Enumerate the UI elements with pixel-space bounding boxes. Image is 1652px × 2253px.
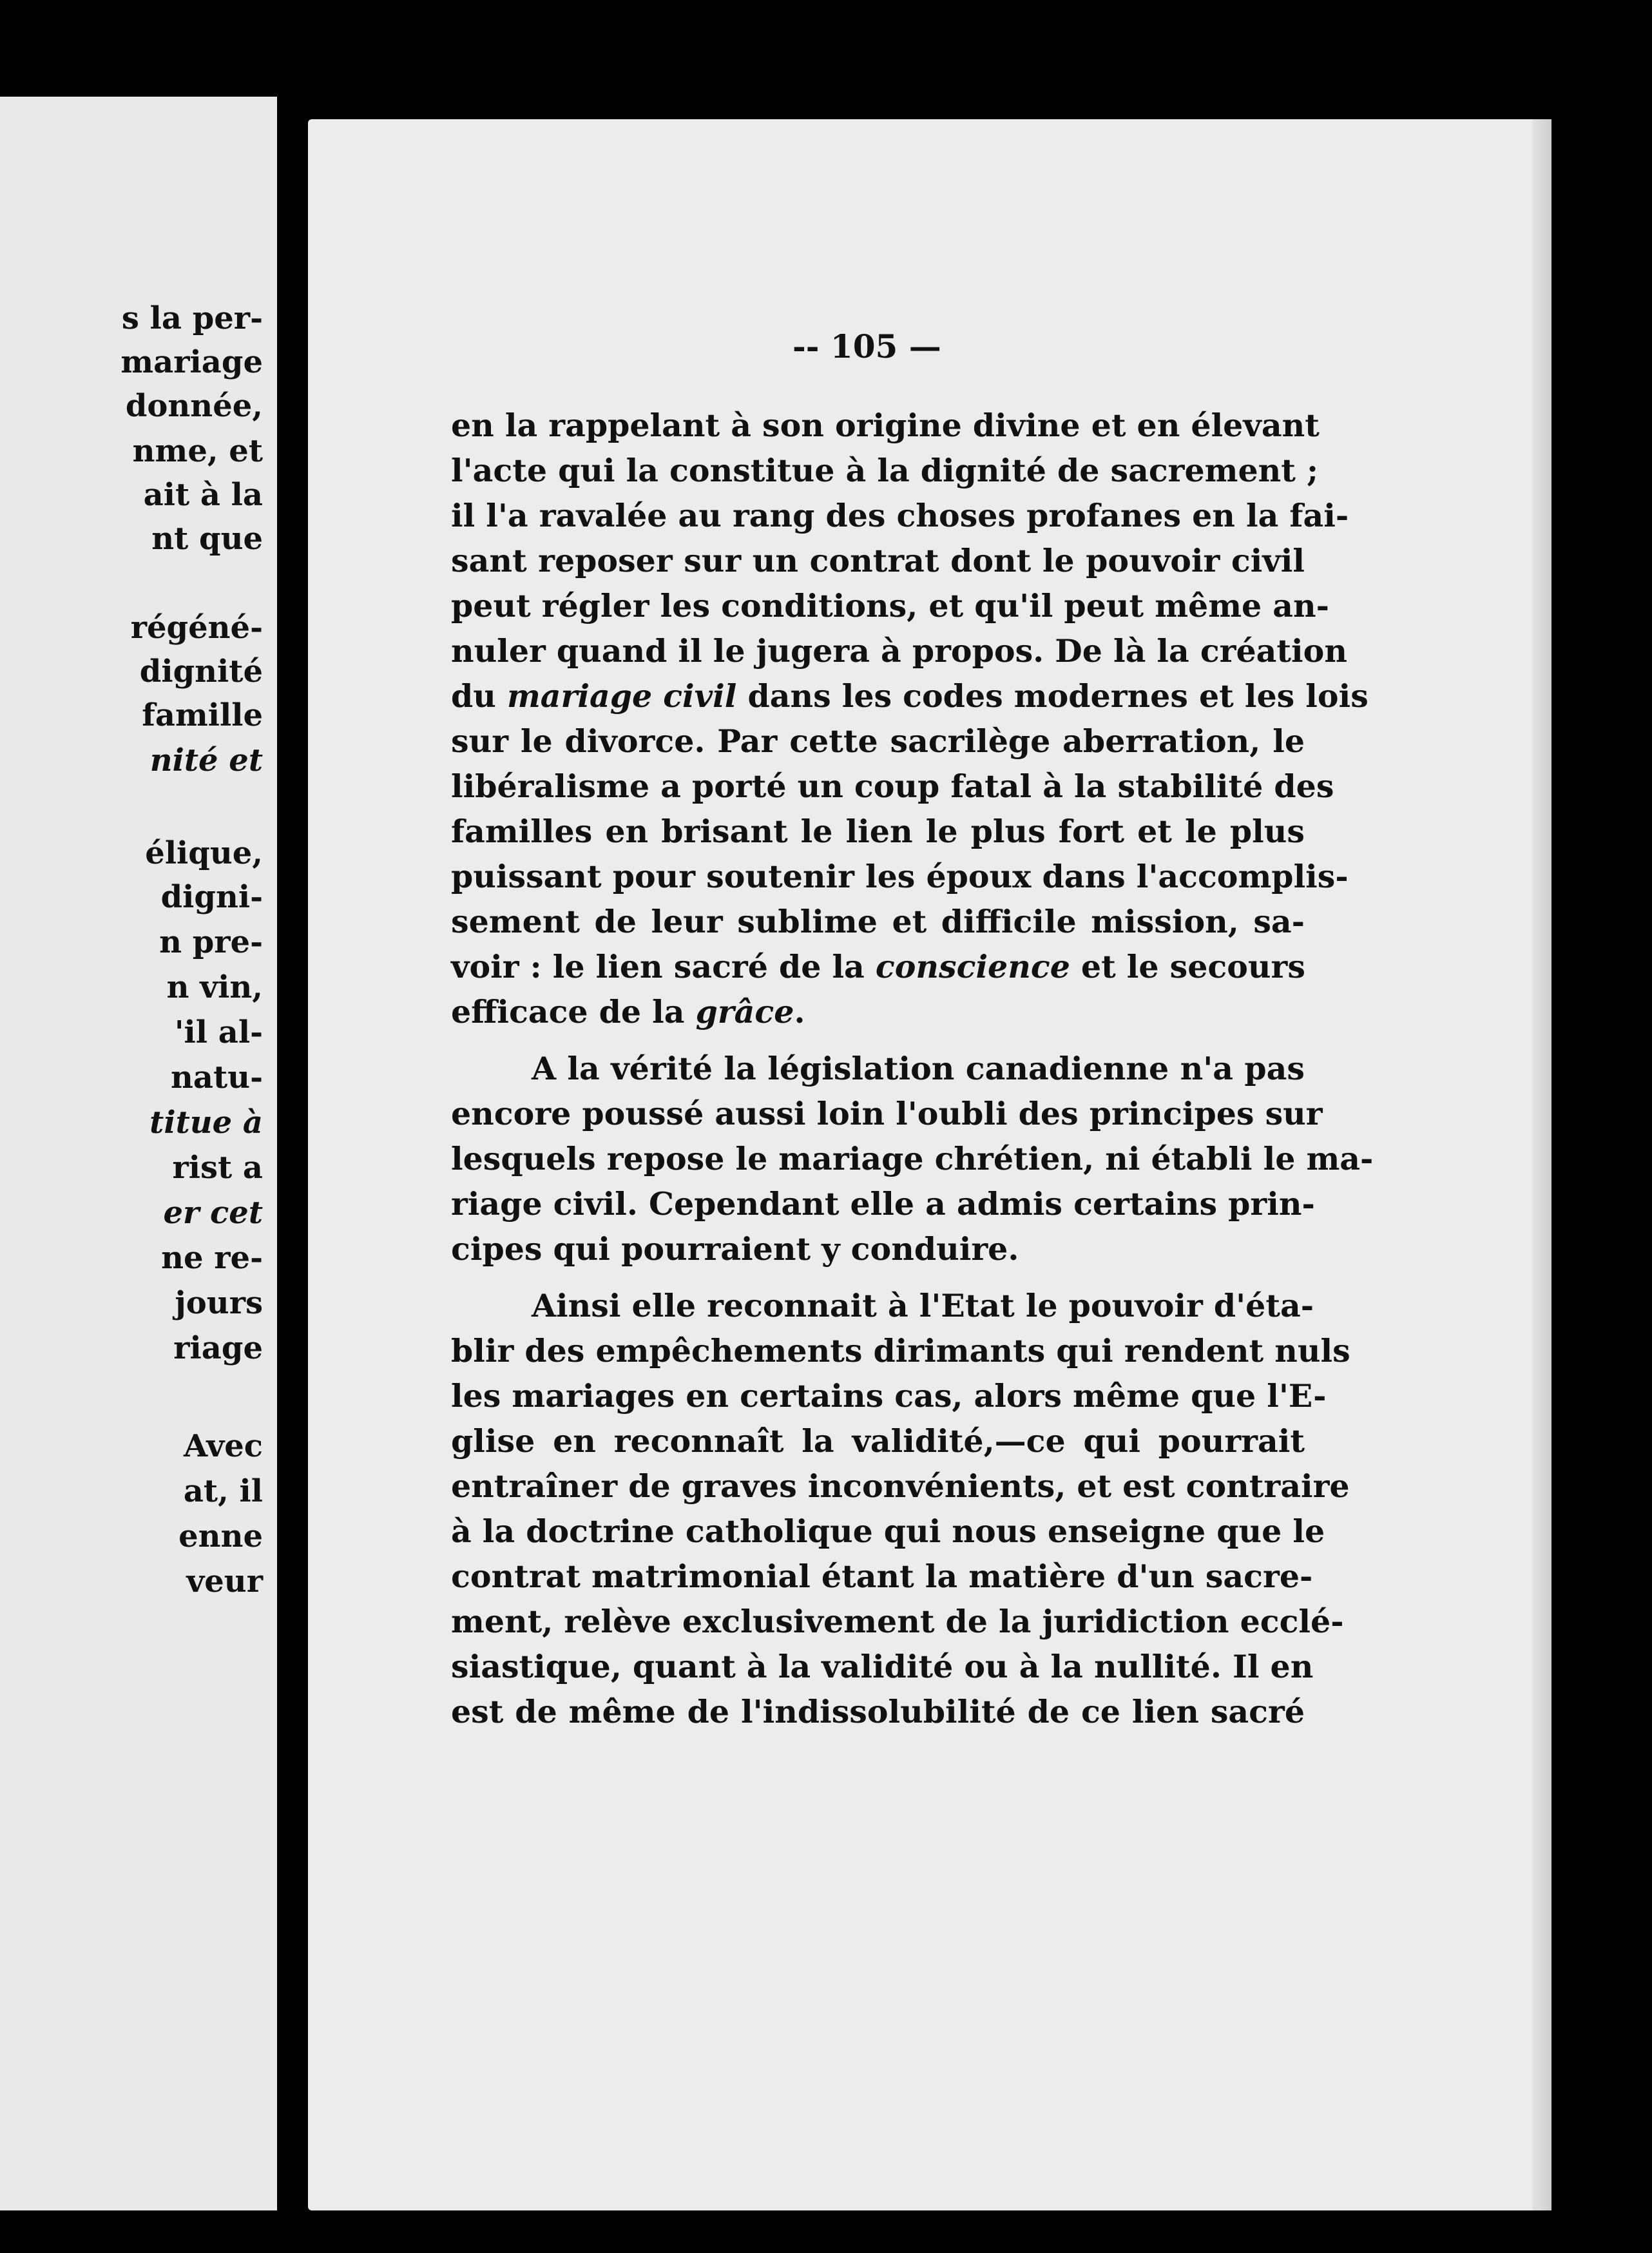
left-page-line: enne — [178, 1518, 263, 1554]
left-page-line: mariage — [120, 344, 263, 380]
text-line — [451, 989, 1305, 1034]
text-run: dans les codes modernes et les lois — [736, 677, 1369, 715]
text-line — [451, 944, 1305, 989]
italic-term: conscience — [875, 948, 1070, 985]
left-page-line: rist a — [172, 1150, 263, 1186]
text-line: nuler quand il le jugera à propos. De là la création — [451, 632, 1347, 670]
text-line: riage civil. Cependant elle a admis certains prin- — [451, 1185, 1315, 1223]
text-run: et le secours — [1070, 948, 1305, 985]
left-page-line: donnée, — [125, 388, 263, 424]
paragraph-gap — [451, 1034, 1305, 1046]
left-page-line: ne re- — [161, 1240, 263, 1276]
text-line: en la rappelant à son origine divine et en élevant — [451, 407, 1320, 444]
text-line: blir des empêchements dirimants qui rendent nuls — [451, 1332, 1350, 1369]
left-page-line: nme, et — [132, 433, 263, 469]
left-page-line: jours — [175, 1285, 263, 1321]
left-page-line: 'il al- — [174, 1014, 263, 1050]
paragraph-gap — [451, 1272, 1305, 1283]
left-page-line: riage — [173, 1330, 263, 1366]
left-page-line: dignité — [139, 653, 263, 690]
left-page — [0, 97, 277, 2210]
text-line — [451, 673, 1369, 719]
italic-term: mariage civil — [506, 677, 737, 715]
italic-term: grâce — [695, 993, 794, 1030]
text-run: efficace de la — [451, 993, 696, 1030]
text-line: sur le divorce. Par cette sacrilège aberration, le — [451, 722, 1305, 760]
text-line: les mariages en certains cas, alors même que l'E- — [451, 1377, 1327, 1415]
left-page-line: nt que — [151, 521, 263, 557]
page-number: -- 105 — — [792, 327, 941, 365]
text-line: sement de leur sublime et difficile mission, sa- — [451, 903, 1305, 940]
text-line: Ainsi elle reconnait à l'Etat le pouvoir d'éta- — [532, 1287, 1314, 1324]
text-line: il l'a ravalée au rang des choses profanes en la fai- — [451, 497, 1349, 534]
text-line: libéralisme a porté un coup fatal à la stabilité des — [451, 768, 1334, 805]
text-line: encore poussé aussi loin l'oubli des principes sur — [451, 1095, 1323, 1132]
page-body — [451, 403, 1374, 1734]
left-page-line: digni- — [160, 879, 263, 915]
left-page-line: Avec — [184, 1428, 263, 1464]
left-page-line: s la per- — [121, 300, 263, 336]
left-page-line: natu- — [171, 1059, 263, 1096]
left-page-line: élique, — [145, 835, 263, 871]
left-page-line: veur — [186, 1563, 263, 1600]
text-run: . — [794, 993, 805, 1030]
text-line: contrat matrimonial étant la matière d'un sacre- — [451, 1558, 1313, 1595]
text-line: peut régler les conditions, et qu'il peut même an- — [451, 587, 1330, 624]
left-page-line: nité et — [149, 742, 263, 778]
left-page-line: at, il — [183, 1473, 263, 1509]
text-line: l'acte qui la constitue à la dignité de sacrement ; — [451, 452, 1319, 489]
text-line: A la vérité la législation canadienne n'a pas — [532, 1050, 1305, 1087]
text-run: voir : le lien sacré de la — [451, 948, 876, 985]
text-line: familles en brisant le lien le plus fort et le plus — [451, 813, 1305, 850]
left-page-line: titue à — [149, 1105, 263, 1141]
left-page-line: n vin, — [166, 969, 263, 1005]
text-line: siastique, quant à la validité ou à la nullité. Il en — [451, 1648, 1314, 1685]
text-line: lesquels repose le mariage chrétien, ni établi le ma- — [451, 1140, 1374, 1177]
left-page-line: ait à la — [143, 477, 263, 513]
text-line: entraîner de graves inconvénients, et est contraire — [451, 1467, 1350, 1505]
page-edge — [1532, 119, 1551, 2210]
left-page-text — [0, 97, 277, 2210]
text-line: glise en reconnaît la validité,—ce qui pourrait — [451, 1422, 1305, 1460]
text-line: cipes qui pourraient y conduire. — [451, 1230, 1019, 1268]
text-line: à la doctrine catholique qui nous enseigne que le — [451, 1513, 1325, 1550]
text-line: est de même de l'indissolubilité de ce lien sacré — [451, 1693, 1305, 1730]
text-line: sant reposer sur un contrat dont le pouvoir civil — [451, 542, 1305, 579]
text-run: du — [451, 677, 507, 715]
left-page-line: régéné- — [130, 610, 263, 646]
left-page-line: er cet — [163, 1195, 263, 1231]
text-line: ment, relève exclusivement de la juridiction ecclé- — [451, 1603, 1344, 1640]
left-page-line: famille — [142, 697, 263, 733]
text-line: puissant pour soutenir les époux dans l'accomplis- — [451, 858, 1349, 895]
left-page-line: n pre- — [159, 924, 263, 960]
